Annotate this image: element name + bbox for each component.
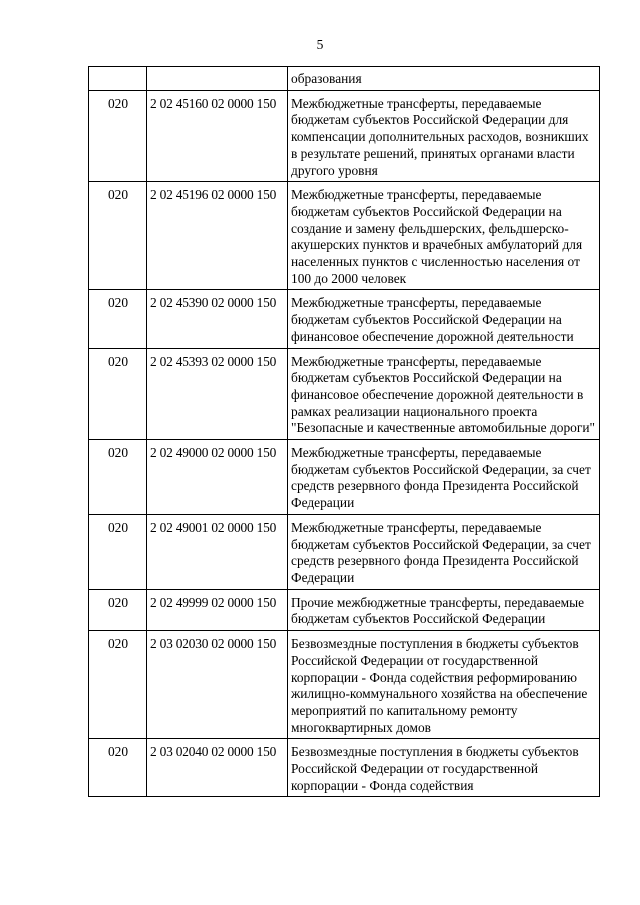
revenue-name-cell: Межбюджетные трансферты, передаваемые бюджетам субъектов Российской Федерации на финансовое обеспечение дорожной деятельности xyxy=(288,290,600,348)
table-row xyxy=(89,514,600,589)
revenue-name-cell: Безвозмездные поступления в бюджеты субъектов Российской Федерации от государственной корпорации - Фонда содействия xyxy=(288,739,600,797)
table-row xyxy=(89,739,600,797)
budget-code-cell: 2 02 45196 02 0000 150 xyxy=(147,182,288,290)
revenue-name-cell: Прочие межбюджетные трансферты, передаваемые бюджетам субъектов Российской Федерации xyxy=(288,589,600,630)
budget-code-cell: 2 03 02040 02 0000 150 xyxy=(147,739,288,797)
revenue-name-cell: Межбюджетные трансферты, передаваемые бюджетам субъектов Российской Федерации на финансовое обеспечение дорожной деятельности в рамках реализации национального проекта "Безопасные и качественные автомобильные дороги" xyxy=(288,348,600,440)
admin-code-cell: 020 xyxy=(89,514,147,589)
admin-code-cell: 020 xyxy=(89,90,147,182)
admin-code-cell: 020 xyxy=(89,348,147,440)
admin-code-cell: 020 xyxy=(89,182,147,290)
revenue-name-cell: Безвозмездные поступления в бюджеты субъектов Российской Федерации от государственной корпорации - Фонда содействия реформированию жилищно-коммунального хозяйства на обеспечение мероприятий по капитальному ремонту многоквартирных домов xyxy=(288,631,600,739)
table-row xyxy=(89,440,600,515)
admin-code-cell: 020 xyxy=(89,290,147,348)
admin-code-cell: 020 xyxy=(89,589,147,630)
page-number: 5 xyxy=(316,37,324,52)
table-row xyxy=(89,182,600,290)
table-row xyxy=(89,589,600,630)
revenue-name-cell: Межбюджетные трансферты, передаваемые бюджетам субъектов Российской Федерации, за счет средств резервного фонда Президента Российской Федерации xyxy=(288,514,600,589)
budget-code-cell: 2 03 02030 02 0000 150 xyxy=(147,631,288,739)
table-row xyxy=(89,348,600,440)
budget-code-cell: 2 02 49000 02 0000 150 xyxy=(147,440,288,515)
revenue-name-cell: Межбюджетные трансферты, передаваемые бюджетам субъектов Российской Федерации, за счет средств резервного фонда Президента Российской Федерации xyxy=(288,440,600,515)
revenue-name-cell: образования xyxy=(288,67,600,91)
budget-code-cell: 2 02 45390 02 0000 150 xyxy=(147,290,288,348)
admin-code-cell: 020 xyxy=(89,739,147,797)
table-row xyxy=(89,67,600,91)
budget-code-cell: 2 02 45160 02 0000 150 xyxy=(147,90,288,182)
budget-code-cell: 2 02 49001 02 0000 150 xyxy=(147,514,288,589)
table-row xyxy=(89,90,600,182)
revenue-code-table xyxy=(88,66,600,797)
budget-code-cell: 2 02 45393 02 0000 150 xyxy=(147,348,288,440)
budget-code-cell: 2 02 49999 02 0000 150 xyxy=(147,589,288,630)
admin-code-cell: 020 xyxy=(89,440,147,515)
admin-code-cell xyxy=(89,67,147,91)
table-row xyxy=(89,290,600,348)
table-row xyxy=(89,631,600,739)
budget-code-cell xyxy=(147,67,288,91)
revenue-name-cell: Межбюджетные трансферты, передаваемые бюджетам субъектов Российской Федерации для компенсации дополнительных расходов, возникших в результате решений, принятых органами власти другого уровня xyxy=(288,90,600,182)
revenue-name-cell: Межбюджетные трансферты, передаваемые бюджетам субъектов Российской Федерации на создание и замену фельдшерских, фельдшерско-акушерских пунктов и врачебных амбулаторий для населенных пунктов с численностью населения от 100 до 2000 человек xyxy=(288,182,600,290)
admin-code-cell: 020 xyxy=(89,631,147,739)
